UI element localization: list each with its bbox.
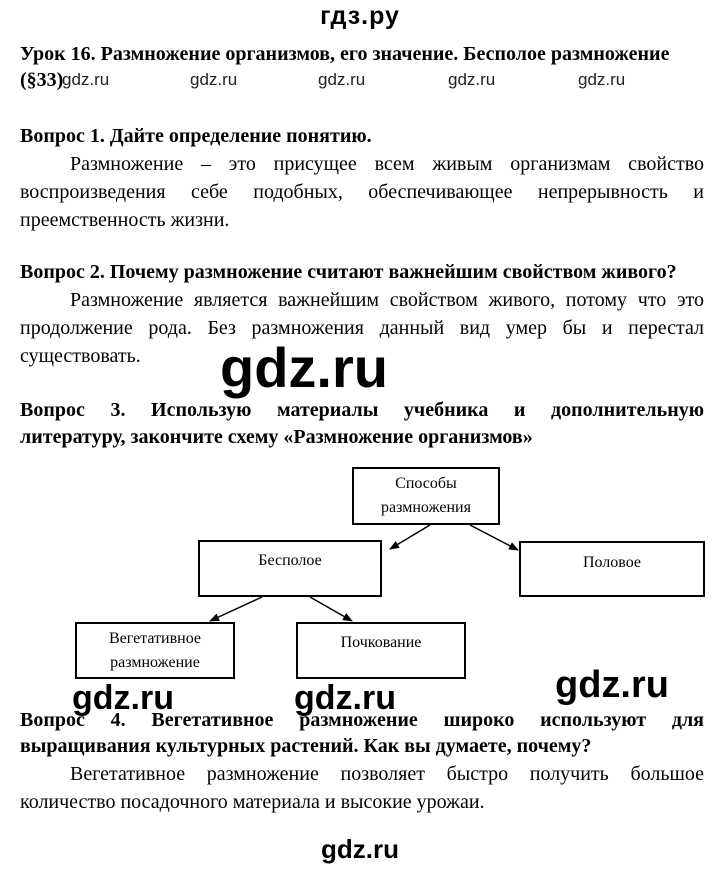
site-title: гдз.ру xyxy=(320,2,400,30)
watermark-bottom: gdz.ru xyxy=(321,834,399,864)
watermark-small: gdz.ru xyxy=(318,70,366,89)
q4-line2: количество посадочного материала и высокие урожаи. xyxy=(20,791,485,813)
diagram-asexual-label: Бесполое xyxy=(258,551,322,569)
arrow-asexual-to-budding xyxy=(310,597,352,621)
q3-title-line1: Вопрос 3. Использую материалы учебника и дополнительную xyxy=(20,399,704,421)
diagram-box-sexual xyxy=(519,541,705,597)
q3-title-line2: литературу, закончите схему «Размножение организмов» xyxy=(20,426,533,448)
watermark-big-center: gdz.ru xyxy=(220,336,388,399)
q1-title: Вопрос 1. Дайте определение понятию. xyxy=(20,125,372,147)
diagram-vegetative-line2: размножение xyxy=(110,653,200,671)
diagram-root-line1: Способы xyxy=(395,475,457,492)
diagram-sexual-label: Половое xyxy=(582,554,642,571)
q1-line1: Размножение – это присущее всем живым организмам свойство xyxy=(70,153,704,175)
diagram-root-line2: размножения xyxy=(381,499,471,516)
watermark-small: gdz.ru xyxy=(448,70,496,89)
q1-line2: воспроизведения себе подобных, обеспечивающее непрерывность и xyxy=(20,181,704,203)
diagram-box-vegetative xyxy=(75,622,235,679)
q4-title-line1: Вопрос 4. Вегетативное размножение широко используют для xyxy=(20,709,704,731)
q2-line1: Размножение является важнейшим свойством живого, потому что это xyxy=(70,289,704,311)
diagram-box-budding xyxy=(296,622,466,679)
q2-title: Вопрос 2. Почему размножение считают важнейшим свойством живого? xyxy=(20,261,677,283)
arrow-root-to-asexual xyxy=(390,525,430,549)
watermark-small: gdz.ru xyxy=(62,70,110,89)
watermark-big-left: gdz.ru xyxy=(72,679,174,717)
q1-line3: преемственность жизни. xyxy=(20,209,230,231)
q4-title-line2: выращивания культурных растений. Как вы думаете, почему? xyxy=(20,735,592,757)
lesson-title-line1: Урок 16. Размножение организмов, его значение. Бесполое размножение xyxy=(20,43,670,65)
diagram-box-asexual xyxy=(198,540,382,597)
watermark-big-right: gdz.ru xyxy=(555,664,669,706)
arrow-asexual-to-vegetative xyxy=(210,597,262,621)
diagram-budding-label: Почкование xyxy=(340,633,422,651)
q4-line1: Вегетативное размножение позволяет быстро получить большое xyxy=(70,763,704,785)
watermark-big-mid: gdz.ru xyxy=(294,679,396,717)
watermark-small: gdz.ru xyxy=(578,70,626,89)
diagram-box-reproduction-methods xyxy=(352,467,500,525)
watermark-small: gdz.ru xyxy=(190,70,238,89)
lesson-title-line2: (§33) xyxy=(20,69,64,91)
q2-line3: существовать. xyxy=(20,345,141,367)
diagram-vegetative-line1: Вегетативное xyxy=(108,629,202,647)
arrow-root-to-sexual xyxy=(470,525,518,550)
q2-line2: продолжение рода. Без размножения данный вид умер бы и перестал xyxy=(20,317,704,339)
